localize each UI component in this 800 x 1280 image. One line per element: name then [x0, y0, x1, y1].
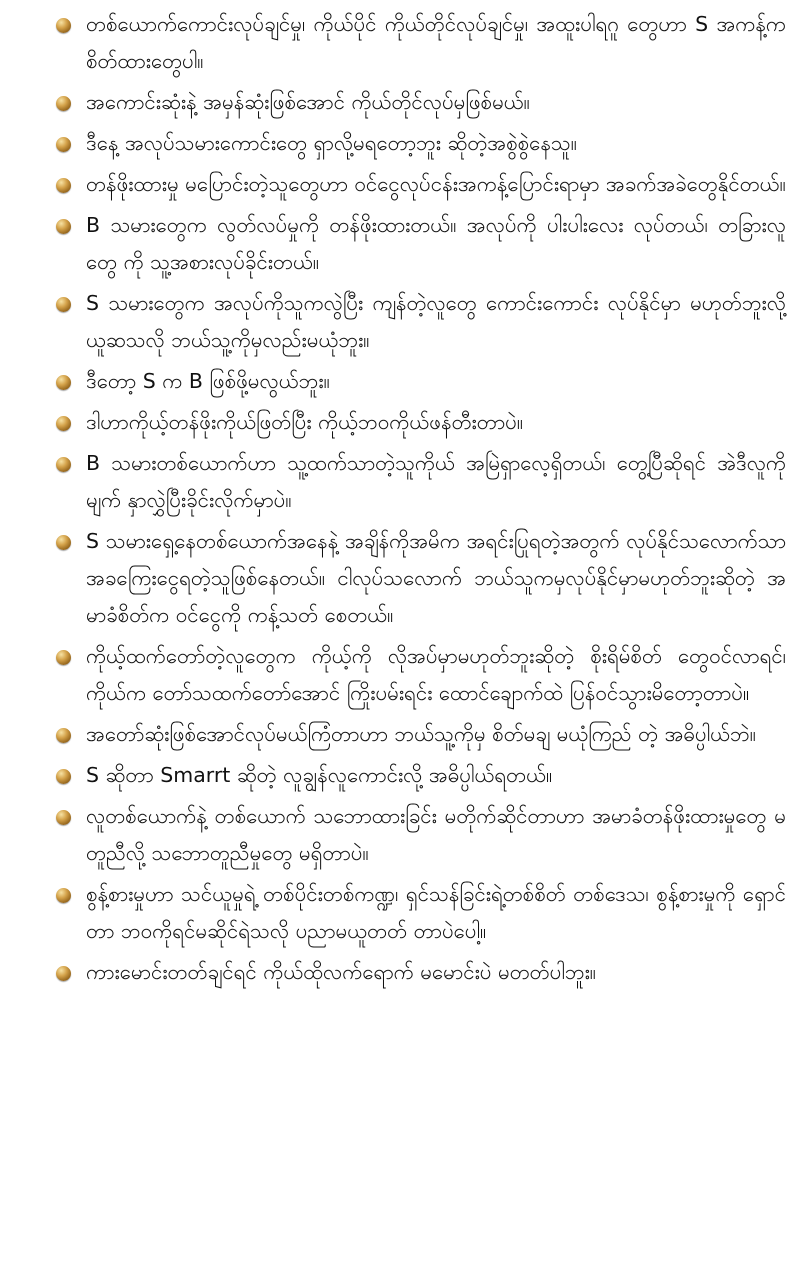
gold-ball-bullet-icon: [56, 650, 71, 665]
list-item: [56, 84, 786, 121]
gold-ball-bullet-icon: [56, 535, 71, 550]
gold-ball-bullet-icon: [56, 375, 71, 390]
list-item-text: S သမားတွေက အလုပ်ကိုသူကလွဲပြီး ကျန်တဲ့လူတွေ ကောင်းကောင်း လုပ်နိုင်မှာ မဟုတ်ဘူးလို့ ယူဆသလို ဘယ်သူ့ကိုမှလည်းမယုံဘူး။: [86, 291, 786, 352]
gold-ball-bullet-icon: [56, 416, 71, 431]
gold-ball-bullet-icon: [56, 728, 71, 743]
bullet-list: [56, 6, 786, 991]
gold-ball-bullet-icon: [56, 18, 71, 33]
list-item-text: B သမားတွေက လွတ်လပ်မှုကို တန်ဖိုးထားတယ်။ အလုပ်ကို ပါးပါးလေး လုပ်တယ်၊ တခြားလူတွေ ကို သူ့အစားလုပ်ခိုင်းတယ်။: [86, 213, 786, 274]
list-item-text: S သမားရှေ့နေတစ်ယောက်အနေနဲ့ အချိန်ကိုအမိက အရင်းပြုရတဲ့အတွက် လုပ်နိုင်သလောက်သာ အခကြေးငွေရတဲ့သူဖြစ်နေတယ်။ ငါလုပ်သလောက် ဘယ်သူကမှလုပ်နိုင်မှာမဟုတ်ဘူးဆိုတဲ့ အမာခံစိတ်က ဝင်ငွေကို ကန့်သတ် စေတယ်။: [86, 529, 786, 627]
list-item-text: ဒီတော့ S က B ဖြစ်ဖို့မလွယ်ဘူး။: [86, 369, 330, 393]
list-item-text: B သမားတစ်ယောက်ဟာ သူ့ထက်သာတဲ့သူကိုယ် အမြဲရှာလေ့ရှိတယ်၊ တွေ့ပြီဆိုရင် အဲဒီလူကို မျက် နှာလွှဲပြီးခိုင်းလိုက်မှာပဲ။: [86, 451, 786, 512]
list-item-text: ဒီနေ့ အလုပ်သမားကောင်းတွေ ရှာလို့မရတော့ဘူး ဆိုတဲ့အစွဲစွဲနေသူ။: [86, 131, 577, 155]
list-item-text: ဒါဟာကိုယ့်တန်ဖိုးကိုယ်ဖြတ်ပြီး ကိုယ့်ဘဝကိုယ်ဖန်တီးတာပဲ။: [86, 410, 524, 434]
list-item-text: တန်ဖိုးထားမှု မပြောင်းတဲ့သူတွေဟာ ဝင်ငွေလုပ်ငန်းအကန့်ပြောင်းရာမှာ အခက်အခဲတွေနိုင်တယ်။: [86, 172, 786, 196]
list-item-text: အတော်ဆုံးဖြစ်အောင်လုပ်မယ်ကြံတာဟာ ဘယ်သူ့ကိုမှ စိတ်မချ မယုံကြည် တဲ့ အဓိပ္ပါယ်ဘဲ။: [86, 722, 757, 746]
gold-ball-bullet-icon: [56, 769, 71, 784]
list-item: [56, 166, 786, 203]
list-item: [56, 6, 786, 80]
gold-ball-bullet-icon: [56, 810, 71, 825]
list-item-text: တစ်ယောက်ကောင်းလုပ်ချင်မှု၊ ကိုယ်ပိုင် ကိုယ်တိုင်လုပ်ချင်မှု၊ အထူးပါရဂူ တွေဟာ S အကန့်က စိတ်ထားတွေပါ။: [86, 12, 786, 73]
list-item-text: အကောင်းဆုံးနဲ့ အမှန်ဆုံးဖြစ်အောင် ကိုယ်တိုင်လုပ်မှဖြစ်မယ်။: [86, 90, 530, 114]
list-item: [56, 523, 786, 634]
list-item: [56, 285, 786, 359]
list-item: [56, 404, 786, 441]
list-item: [56, 638, 786, 712]
gold-ball-bullet-icon: [56, 137, 71, 152]
gold-ball-bullet-icon: [56, 966, 71, 981]
gold-ball-bullet-icon: [56, 457, 71, 472]
list-item: [56, 363, 786, 400]
list-item: [56, 876, 786, 950]
list-item-text: S ဆိုတာ Smarrt ဆိုတဲ့ လူချွန်လူကောင်းလို့ အဓိပ္ပါယ်ရတယ်။: [86, 763, 553, 787]
list-item-text: လူတစ်ယောက်နဲ့ တစ်ယောက် သဘောထားခြင်း မတိုက်ဆိုင်တာဟာ အမာခံတန်ဖိုးထားမှုတွေ မတူညီလို့ သဘောတူညီမှုတွေ မရှိတာပဲ။: [86, 804, 786, 865]
list-item: [56, 445, 786, 519]
gold-ball-bullet-icon: [56, 96, 71, 111]
gold-ball-bullet-icon: [56, 219, 71, 234]
list-item: [56, 798, 786, 872]
list-item: [56, 757, 786, 794]
list-item: [56, 954, 786, 991]
list-item: [56, 716, 786, 753]
gold-ball-bullet-icon: [56, 297, 71, 312]
list-item-text: ကိုယ့်ထက်တော်တဲ့လူတွေက ကိုယ့်ကို လိုအပ်မှာမဟုတ်ဘူးဆိုတဲ့ စိုးရိမ်စိတ် တွေဝင်လာရင်၊ ကိုယ်က တော်သထက်တော်အောင် ကြိုးပမ်းရင်း ထောင်ချောက်ထဲ ပြန်ဝင်သွားမိတော့တာပဲ။: [86, 644, 786, 705]
list-item: [56, 207, 786, 281]
list-item-text: စွန့်စားမှုဟာ သင်ယူမှုရဲ့ တစ်ပိုင်းတစ်ကဏ္ဍ၊ ရှင်သန်ခြင်းရဲ့တစ်စိတ် တစ်ဒေသ၊ စွန့်စားမှုကို ရှောင် တာ ဘဝကိုရင်မဆိုင်ရဲသလို ပညာမယူတတ် တာပဲပေါ့။: [86, 882, 786, 943]
list-item-text: ကားမောင်းတတ်ချင်ရင် ကိုယ်ထိုလက်ရောက် မမောင်းပဲ မတတ်ပါဘူး။: [86, 960, 597, 984]
gold-ball-bullet-icon: [56, 888, 71, 903]
list-item: [56, 125, 786, 162]
gold-ball-bullet-icon: [56, 178, 71, 193]
